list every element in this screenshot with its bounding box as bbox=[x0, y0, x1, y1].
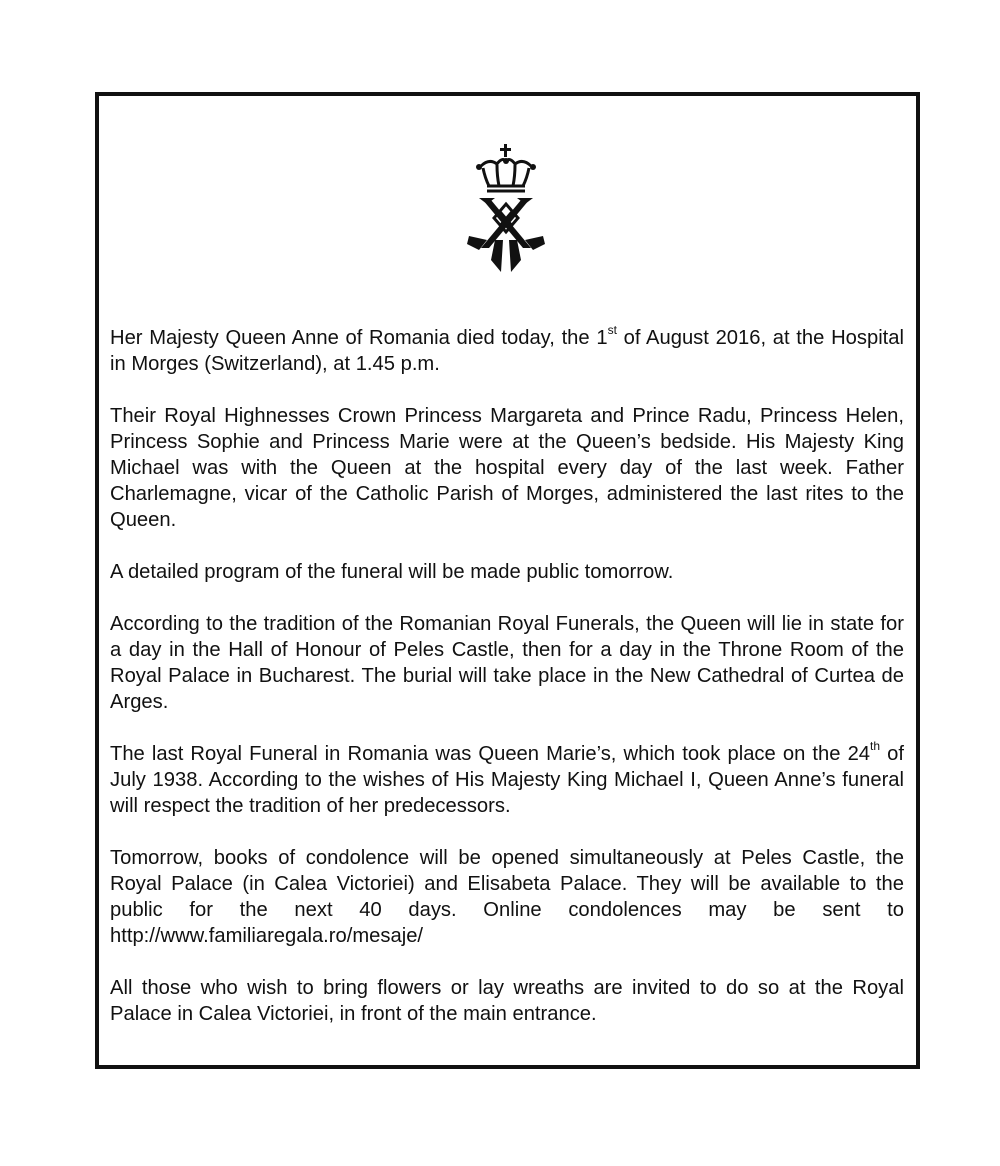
p1-text-start: Her Majesty Queen Anne of Romania died today, the 1 bbox=[110, 327, 608, 349]
crown-icon bbox=[481, 160, 531, 191]
paragraph-program: A detailed program of the funeral will be made public tomorrow. bbox=[110, 561, 674, 583]
ordinal-suffix: st bbox=[607, 323, 617, 338]
monogram-icon bbox=[467, 198, 545, 272]
paragraph-tradition: According to the tradition of the Romanian Royal Funerals, the Queen will lie in state for a day in the Hall of Honour of Peles Castle, then for a day in the Throne Room of the Royal Palace in Bucharest. The burial will take place in the New Cathedral of Curtea de Arges. bbox=[110, 613, 904, 713]
p1-text-end: of August 2016, at the Hospital in Morges (Switzerland), at 1.45 p.m. bbox=[110, 327, 904, 375]
paragraph-last-funeral bbox=[110, 741, 904, 819]
p5-text-end: of July 1938. According to the wishes of His Majesty King Michael I, Queen Anne’s funeral will respect the tradition of her predecessors. bbox=[110, 743, 904, 817]
paragraph-bedside: Their Royal Highnesses Crown Princess Margareta and Prince Radu, Princess Helen, Princess Sophie and Princess Marie were at the Queen’s bedside. His Majesty King Michael was with the Queen at the hospital every day of the last week. Father Charlemagne, vicar of the Catholic Parish of Morges, administered the last rites to the Queen. bbox=[110, 405, 904, 531]
p5-text-start: The last Royal Funeral in Romania was Queen Marie’s, which took place on the 24 bbox=[110, 743, 871, 765]
paragraph-condolences: Tomorrow, books of condolence will be opened simultaneously at Peles Castle, the Royal Palace (in Calea Victoriei) and Elisabeta Palace. They will be available to the public for the next 40 days. Online condolences may be sent to http://www.familiaregala.ro/mesaje/ bbox=[110, 847, 904, 947]
paragraph-death-announcement bbox=[110, 325, 904, 377]
ordinal-suffix: th bbox=[870, 739, 881, 754]
announcement-body bbox=[110, 325, 904, 1027]
paragraph-flowers: All those who wish to bring flowers or lay wreaths are invited to do so at the Royal Palace in Calea Victoriei, in front of the main entrance. bbox=[110, 977, 904, 1025]
royal-crown-cypher-icon bbox=[465, 144, 547, 274]
cross-icon bbox=[500, 144, 511, 157]
crown-monogram-graphic bbox=[465, 144, 547, 274]
